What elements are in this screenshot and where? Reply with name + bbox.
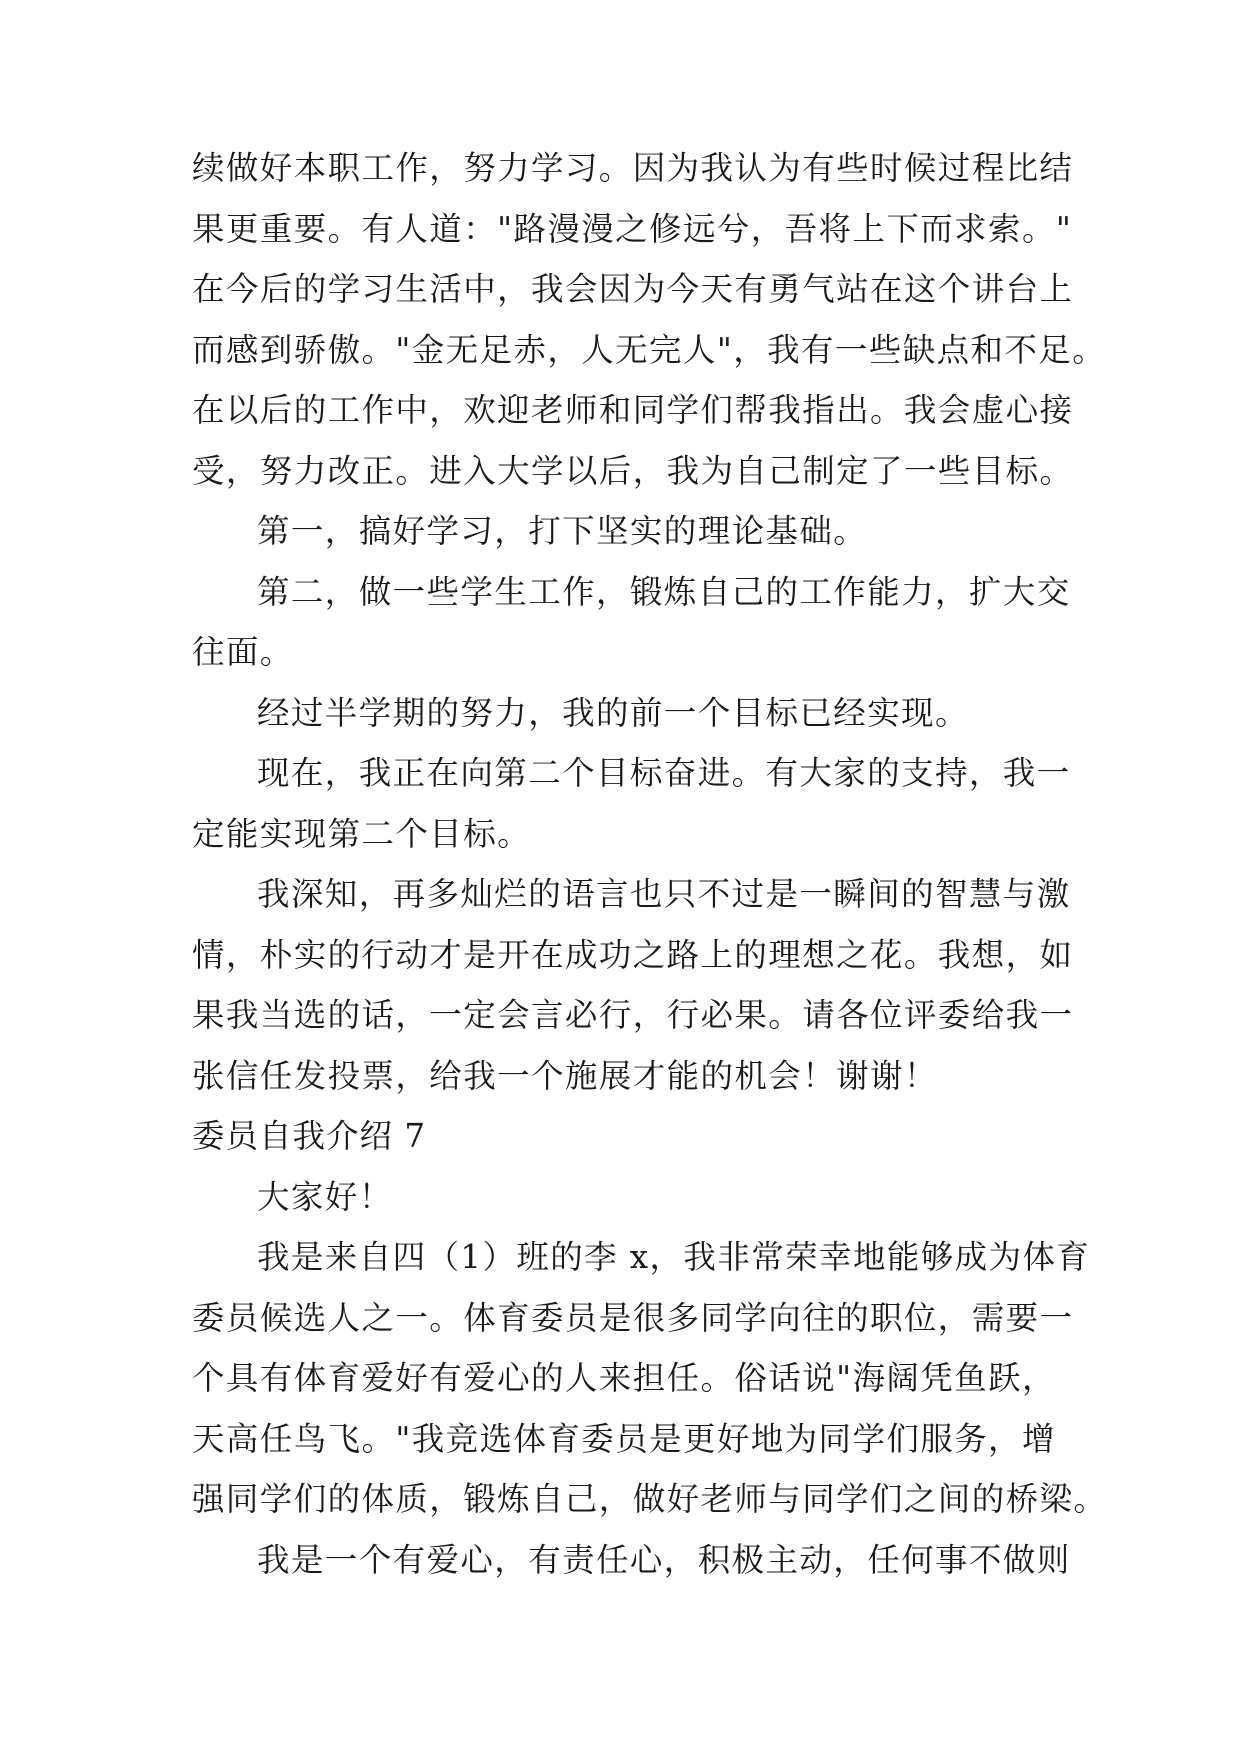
paragraph-first-line: 现在，我正在向第二个目标奋进。有大家的支持，我一 [257,754,1071,792]
text-line: 委员候选人之一。体育委员是很多同学向往的职位，需要一 [192,1298,1074,1337]
text-line: 果更重要。有人道："路漫漫之修远兮，吾将上下而求索。" [192,209,1073,248]
section-heading: 委员自我介绍 7 [192,1117,427,1155]
paragraph-first-line: 经过半学期的努力，我的前一个目标已经实现。 [257,693,969,732]
text-line: 张信任发投票，给我一个施展才能的机会！谢谢！ [192,1056,938,1095]
paragraph-first-line: 第一，搞好学习，打下坚实的理论基础。 [257,512,868,550]
text-line: 续做好本职工作，努力学习。因为我认为有些时候过程比结 [192,149,1074,187]
text-line: 在今后的学习生活中，我会因为今天有勇气站在这个讲台上 [192,270,1074,308]
document-body [192,138,1108,1590]
paragraph-first-line: 我是一个有爱心，有责任心，积极主动，任何事不做则 [257,1540,1071,1579]
text-line: 个具有体育爱好有爱心的人来担任。俗话说"海阔凭鱼跃， [192,1359,1056,1397]
text-line: 在以后的工作中，欢迎老师和同学们帮我指出。我会虚心接 [192,391,1074,429]
paragraph-first-line: 我深知，再多灿烂的语言也只不过是一瞬间的智慧与激 [257,875,1071,913]
text-line: 定能实现第二个目标。 [192,814,532,853]
text-line: 受，努力改正。进入大学以后，我为自己制定了一些目标。 [192,451,1074,490]
text-line: 而感到骄傲。"金无足赤，人无完人"，我有一些缺点和不足。 [192,330,1107,369]
greeting: 大家好！ [257,1177,393,1216]
text-line: 往面。 [192,633,294,671]
paragraph-first-line: 我是来自四（1）班的李 x，我非常荣幸地能够成为体育 [257,1238,1091,1276]
text-line: 强同学们的体质，锻炼自己，做好老师与同学们之间的桥梁。 [192,1480,1108,1518]
text-line: 天高任鸟飞。"我竞选体育委员是更好地为同学们服务，增 [192,1419,1056,1458]
text-line: 情，朴实的行动才是开在成功之路上的理想之花。我想，如 [192,935,1074,974]
text-line: 果我当选的话，一定会言必行，行必果。请各位评委给我一 [192,996,1074,1034]
paragraph-first-line: 第二，做一些学生工作，锻炼自己的工作能力，扩大交 [257,572,1071,611]
